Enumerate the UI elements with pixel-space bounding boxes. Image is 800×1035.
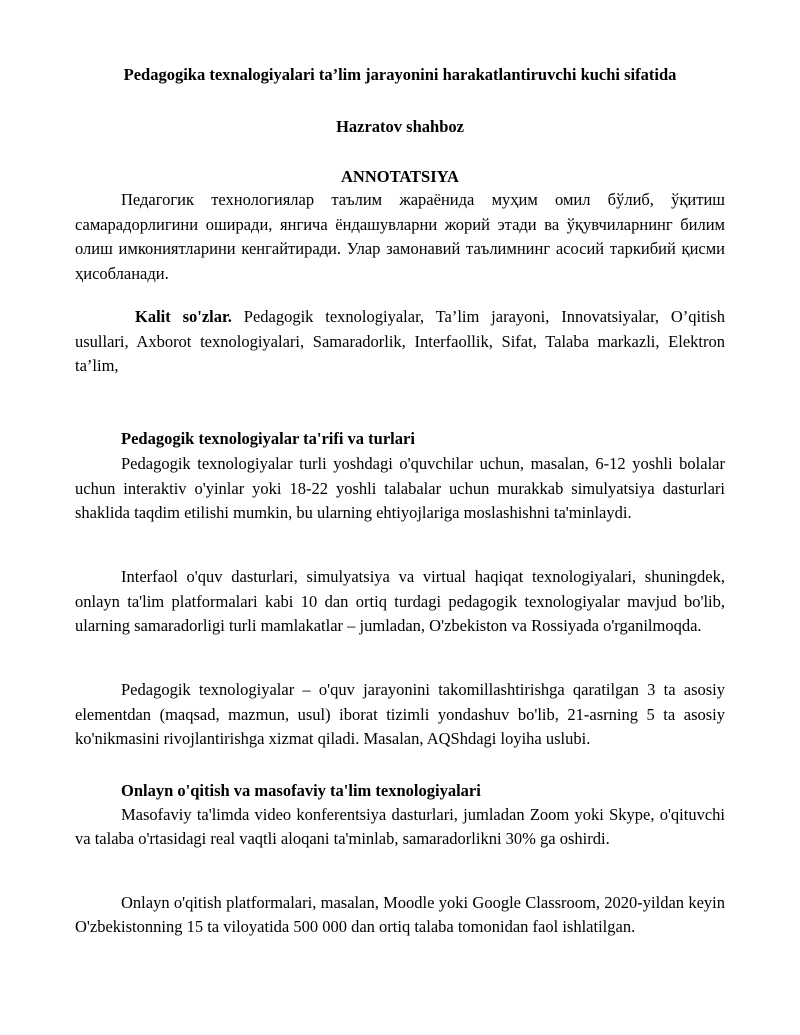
section2-paragraph-2: Onlayn o'qitish platformalari, masalan, Moodle yoki Google Classroom, 2020-yildan keyin O'zbekistonning 15 ta viloyatida 500 000 dan ortiq talaba tomonidan faol ishlatilgan. <box>75 893 725 936</box>
section1-paragraph-3: Pedagogik texnologiyalar – o'quv jarayonini takomillashtirishga qaratilgan 3 ta asosiy elementdan (maqsad, mazmun, usul) iborat tizimli yondashuv bo'lib, 21-asrning 5 ta asosiy ko'nikmasini rivojlantirishga xizmat qiladi. Masalan, AQShdagi loyiha uslubi. <box>75 680 725 748</box>
paper-title: Pedagogika texnalogiyalari ta’lim jarayonini harakatlantiruvchi kuchi sifatida <box>123 65 677 84</box>
keywords-paragraph <box>75 305 725 379</box>
section2-paragraph-1: Masofaviy ta'limda video konferentsiya dasturlari, jumladan Zoom yoki Skype, o'qituvchi va talaba o'rtasidagi real vaqtli aloqani ta'minlab, samaradorlikni 30% ga oshirdi. <box>75 805 725 848</box>
section-heading-online: Onlayn o'qitish va masofaviy ta'lim texnologiyalari <box>121 781 481 800</box>
annotation-heading: ANNOTATSIYA <box>341 167 459 186</box>
annotation-paragraph: Педагогик технологиялар таълим жараёнида муҳим омил бўлиб, ўқитиш самарадорлигини оширади, янгича ёндашувларни жорий этади ва ўқувчиларнинг билим олиш имкониятларини кенгайтиради. Улар замонавий таълимнинг асосий таркибий қисми ҳисобланади. <box>75 190 725 283</box>
author-name: Hazratov shahboz <box>336 117 464 136</box>
section-heading-definitions: Pedagogik texnologiyalar ta'rifi va turlari <box>121 429 415 448</box>
section1-paragraph-1: Pedagogik texnologiyalar turli yoshdagi o'quvchilar uchun, masalan, 6-12 yoshli bolalar uchun interaktiv o'yinlar yoki 18-22 yoshli talabalar uchun murakkab simulyatsiya dasturlari shaklida taqdim etilishi mumkin, bu ularning ehtiyojlariga moslashishni ta'minlaydi. <box>75 454 725 522</box>
keywords-text: Pedagogik texnologiyalar, Ta’lim jarayoni, Innovatsiyalar, O’qitish usullari, Axborot texnologiyalari, Samaradorlik, Interfaollik, Sifat, Talaba markazli, Elektron ta’lim, <box>75 307 725 375</box>
keywords-label: Kalit so'zlar. <box>135 307 232 326</box>
section1-paragraph-2: Interfaol o'quv dasturlari, simulyatsiya va virtual haqiqat texnologiyalari, shuningdek, onlayn ta'lim platformalari kabi 10 dan ortiq turdagi pedagogik texnologiyalar mavjud bo'lib, ularning samaradorligi turli mamlakatlar – jumladan, O'zbekiston va Rossiyada o'rganilmoqda. <box>75 567 725 635</box>
